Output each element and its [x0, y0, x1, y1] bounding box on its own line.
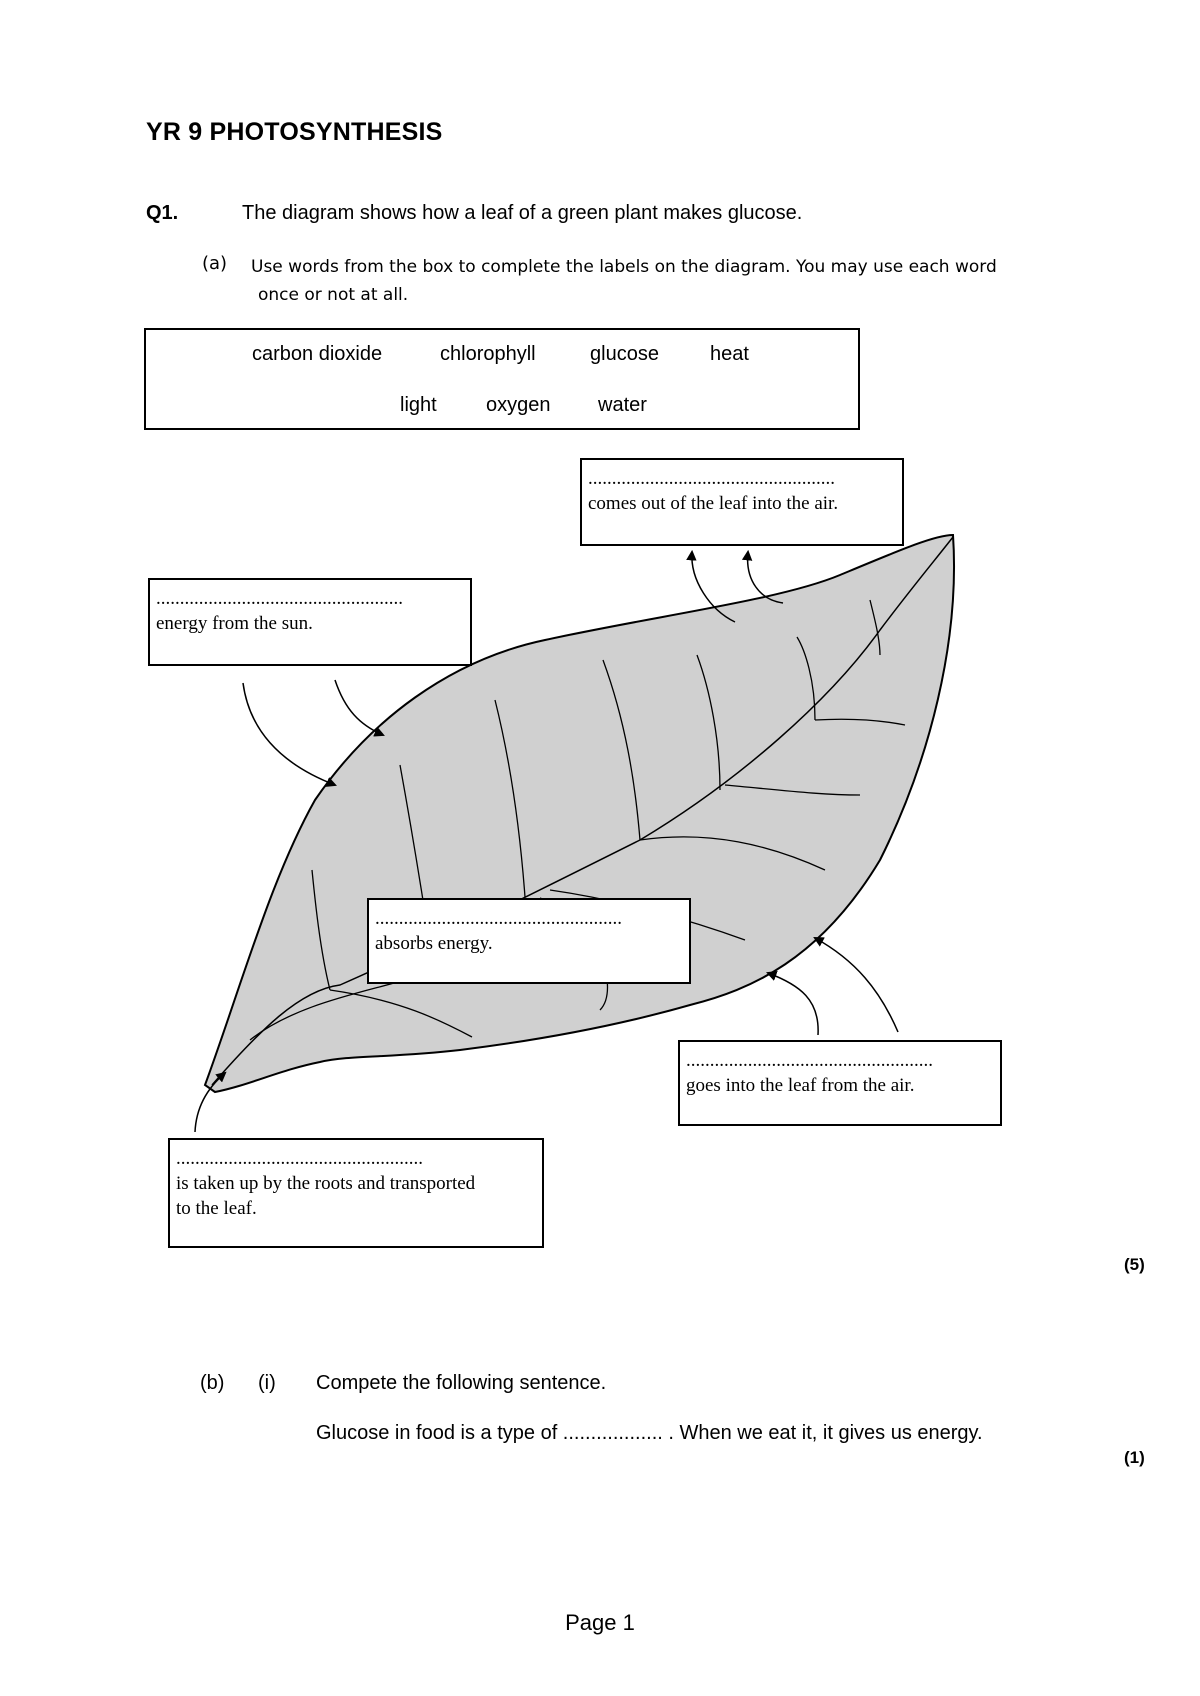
- part-a-label: (a): [202, 253, 228, 274]
- part-b-instruction: Compete the following sentence.: [316, 1372, 607, 1394]
- word-oxygen: oxygen: [486, 394, 551, 416]
- word-glucose: glucose: [590, 343, 659, 365]
- word-light: light: [400, 394, 437, 416]
- answer-blank[interactable]: ....................................................: [176, 1148, 423, 1169]
- answer-blank[interactable]: ....................................................: [588, 468, 835, 489]
- part-a-instruction-line1: Use words from the box to complete the labels on the diagram. You may use each word: [251, 257, 997, 277]
- word-chlorophyll: chlorophyll: [440, 343, 536, 365]
- word-carbon-dioxide: carbon dioxide: [252, 343, 383, 365]
- marks-part-b: (1): [1124, 1448, 1145, 1467]
- label-text-water-line1: is taken up by the roots and transported: [176, 1173, 476, 1194]
- label-text-co2: goes into the leaf from the air.: [686, 1075, 915, 1096]
- part-a-instruction-line2: once or not at all.: [258, 285, 409, 305]
- label-box-co2: [678, 1040, 1002, 1126]
- label-text-water-line2: to the leaf.: [176, 1198, 257, 1219]
- label-box-chlorophyll: [367, 898, 691, 984]
- question-text: The diagram shows how a leaf of a green plant makes glucose.: [242, 202, 803, 224]
- word-heat: heat: [710, 343, 749, 365]
- label-box-light: [148, 578, 472, 666]
- label-text-light: energy from the sun.: [156, 613, 313, 634]
- label-text-oxygen: comes out of the leaf into the air.: [588, 493, 839, 514]
- label-text-chlorophyll: absorbs energy.: [375, 933, 493, 954]
- label-box-oxygen: [580, 458, 904, 546]
- marks-part-a: (5): [1124, 1255, 1145, 1274]
- label-box-water: [168, 1138, 544, 1248]
- question-number: Q1.: [146, 202, 179, 224]
- page-title: YR 9 PHOTOSYNTHESIS: [146, 118, 443, 146]
- page-footer: Page 1: [565, 1610, 635, 1635]
- answer-blank[interactable]: ....................................................: [375, 908, 622, 929]
- word-water: water: [598, 394, 647, 416]
- part-b-label: (b): [200, 1372, 225, 1394]
- part-b-sentence: Glucose in food is a type of .................. . When we eat it, it gives us energy.: [316, 1422, 983, 1444]
- part-b-sub-label: (i): [258, 1372, 276, 1394]
- answer-blank[interactable]: ....................................................: [686, 1050, 933, 1071]
- answer-blank[interactable]: ....................................................: [156, 588, 403, 609]
